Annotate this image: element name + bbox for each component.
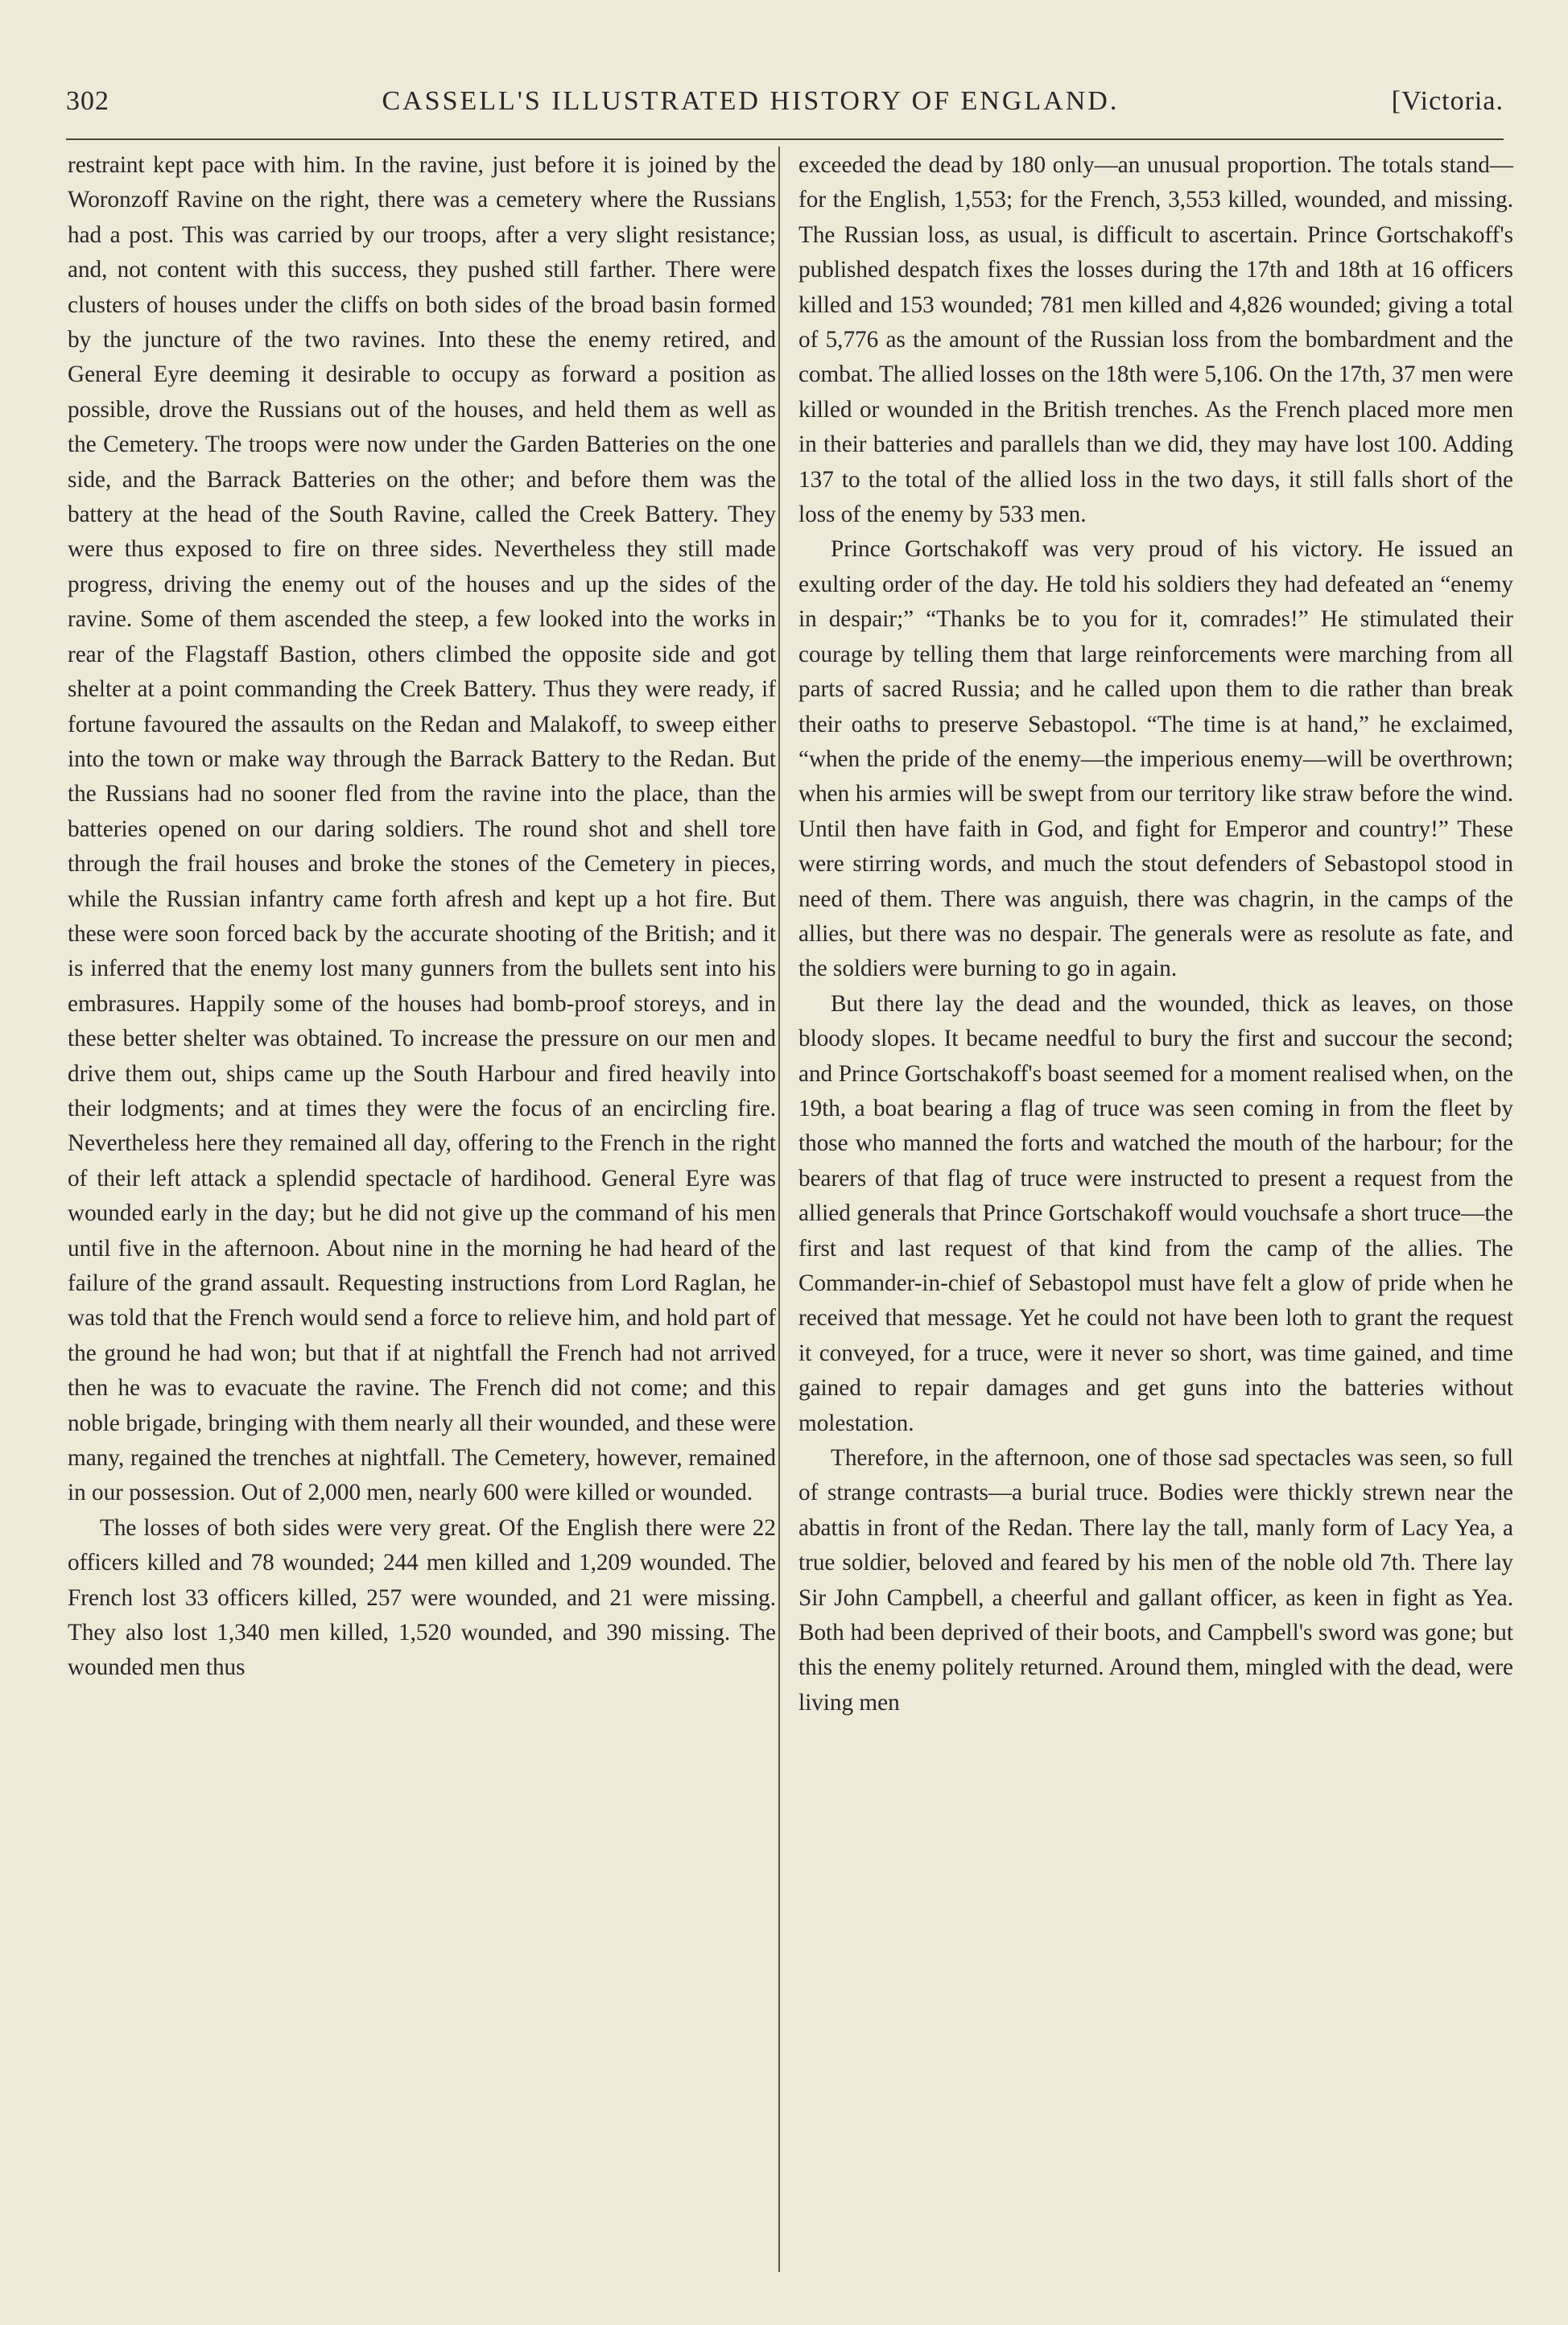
right-column (798, 148, 1513, 1720)
right-paragraph-3: But there lay the dead and the wounded, thick as leaves, on those bloody slopes. It became needful to bury the first and succour the second; and Prince Gortschakoff's boast seemed for a moment realised when, on the 19th, a boat bearing a flag of truce was seen coming in from the fleet by those who manned the forts and watched the mouth of the harbour; for the bearers of that flag of truce were instructed to present a request from the allied generals that Prince Gortschakoff would vouchsafe a short truce—the first and last request of that kind from the camp of the allies. The Commander-in-chief of Sebastopol must have felt a glow of pride when he received that message. Yet he could not have been loth to grant the request it conveyed, for a truce, were it never so short, was time gained, and time gained to repair damages and get guns into the batteries without molestation. (798, 990, 1513, 1436)
section-label: [Victoria. (1391, 86, 1504, 116)
column-divider (778, 147, 780, 2272)
right-paragraph-2: Prince Gortschakoff was very proud of his victory. He issued an exulting order of the day. He told his soldiers they had defeated an “enemy in despair;” “Thanks be to you for it, comrades!” He stimulated their courage by telling them that large reinforcements were marching from all parts of sacred Russia; and he called upon them to die rather than break their oaths to preserve Sebastopol. “The time is at hand,” he exclaimed, “when the pride of the enemy—the imperious enemy—will be overthrown; when his armies will be swept from our territory like straw before the wind. Until then have faith in God, and fight for Emperor and country!” These were stirring words, and much the stout defenders of Sebastopol stood in need of them. There was anguish, there was chagrin, in the camps of the allies, but there was no despair. The generals were as resolute as fate, and the soldiers were burning to go in again. (798, 536, 1513, 982)
page-number: 302 (66, 86, 109, 116)
book-title: CASSELL'S ILLUSTRATED HISTORY OF ENGLAND. (382, 86, 1120, 116)
left-paragraph-1: restraint kept pace with him. In the ravine, just before it is joined by the Woronzoff Ravine on the right, there was a cemetery where the Russians had a post. This was carried by our troops, after a very slight resistance; and, not content with this success, they pushed still farther. There were clusters of houses under the cliffs on both sides of the broad basin formed by the juncture of the two ravines. Into these the enemy retired, and General Eyre deeming it desirable to occupy as forward a position as possible, drove the Russians out of the houses, and held them as well as the Cemetery. The troops were now under the Garden Batteries on the one side, and the Barrack Batteries on the other; and before them was the battery at the head of the South Ravine, called the Creek Battery. They were thus exposed to fire on three sides. Nevertheless they still made progress, driving the enemy out of the houses and up the sides of the ravine. Some of them ascended the steep, a few looked into the works in rear of the Flagstaff Bastion, others climbed the opposite side and got shelter at a point commanding the Creek Battery. Thus they were ready, if fortune favoured the assaults on the Redan and Malakoff, to sweep either into the town or make way through the Barrack Battery to the Redan. But the Russians had no sooner fled from the ravine into the place, than the batteries opened on our daring soldiers. The round shot and shell tore through the frail houses and broke the stones of the Cemetery in pieces, while the Russian infantry came forth afresh and kept up a hot fire. But these were soon forced back by the accurate shooting of the British; and it is inferred that the enemy lost many gunners from the bullets sent into his embrasures. Happily some of the houses had bomb-proof storeys, and in these better shelter was obtained. To increase the pressure on our men and drive them out, ships came up the South Harbour and fired heavily into their lodgments; and at times they were the focus of an encircling fire. Nevertheless here they remained all day, offering to the French in the right of their left attack a splendid spectacle of hardihood. General Eyre was wounded early in the day; but he did not give up the command of his men until five in the afternoon. About nine in the morning he had heard of the failure of the grand assault. Requesting instructions from Lord Raglan, he was told that the French would send a force to relieve him, and hold part of the ground he had won; but that if at nightfall the French had not arrived then he was to evacuate the ravine. The French did not come; and this noble brigade, bringing with them nearly all their wounded, and these were many, regained the trenches at nightfall. The Cemetery, however, remained in our possession. Out of 2,000 men, nearly 600 were killed or wounded. (68, 152, 776, 1506)
left-paragraph-2: The losses of both sides were very great. Of the English there were 22 officers killed and 78 wounded; 244 men killed and 1,209 wounded. The French lost 33 officers killed, 257 were wounded, and 21 were missing. They also lost 1,340 men killed, 1,520 wounded, and 390 missing. The wounded men thus (68, 1514, 776, 1681)
header-rule (66, 138, 1504, 140)
right-paragraph-1: exceeded the dead by 180 only—an unusual proportion. The totals stand—for the English, 1,553; for the French, 3,553 killed, wounded, and missing. The Russian loss, as usual, is difficult to ascertain. Prince Gortschakoff's published despatch fixes the losses during the 17th and 18th at 16 officers killed and 153 wounded; 781 men killed and 4,826 wounded; giving a total of 5,776 as the amount of the Russian loss from the bombardment and the combat. The allied losses on the 18th were 5,106. On the 17th, 37 men were killed or wounded in the British trenches. As the French placed more men in their batteries and parallels than we did, they may have lost 100. Adding 137 to the total of the allied loss in the two days, it still falls short of the loss of the enemy by 533 men. (798, 152, 1513, 528)
right-paragraph-4: Therefore, in the afternoon, one of those sad spectacles was seen, so full of strange contrasts—a burial truce. Bodies were thickly strewn near the abattis in front of the Redan. There lay the tall, manly form of Lacy Yea, a true soldier, beloved and feared by his men of the noble old 7th. There lay Sir John Campbell, a cheerful and gallant officer, as keen in fight as Yea. Both had been deprived of their boots, and Campbell's sword was gone; but this the enemy politely returned. Around them, mingled with the dead, were living men (798, 1445, 1513, 1716)
running-header (66, 77, 1504, 126)
left-column (68, 148, 776, 1686)
